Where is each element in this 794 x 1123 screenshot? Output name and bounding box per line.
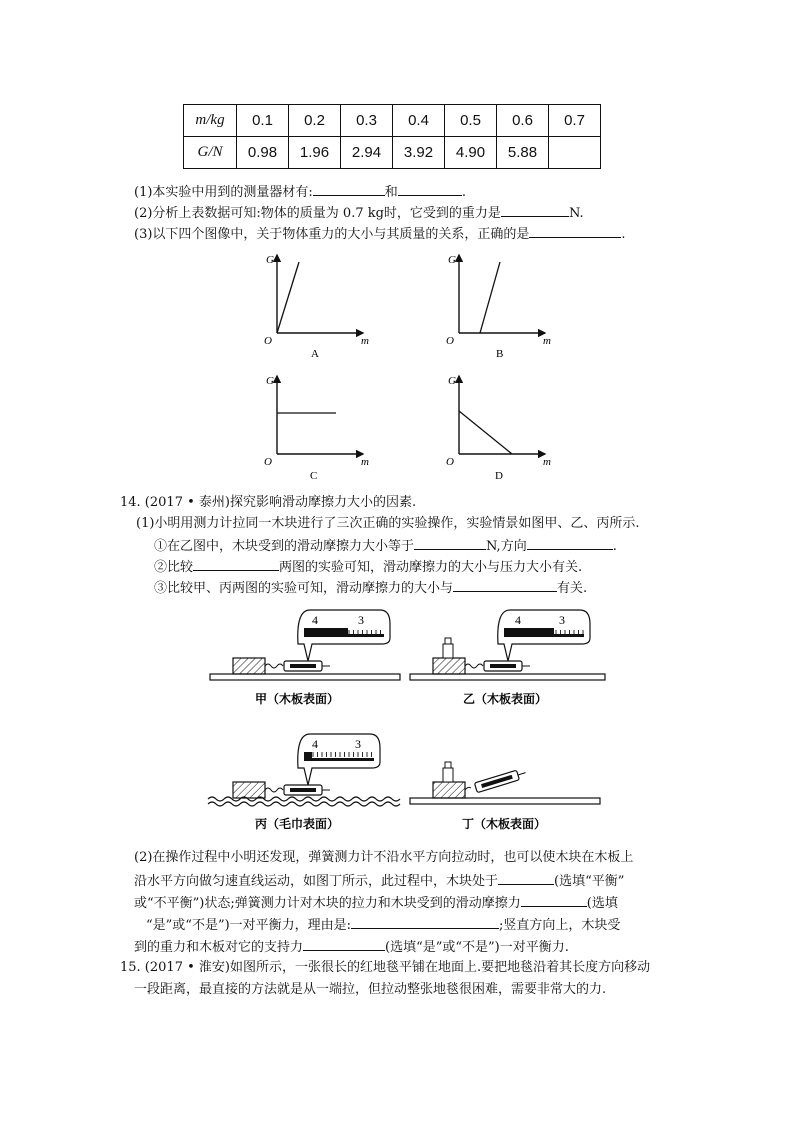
graph-label-a: A [311,348,319,360]
table-cell [549,137,601,169]
answer-blank[interactable] [453,578,557,592]
table-cell: 0.98 [237,137,289,169]
answer-blank[interactable] [498,871,554,885]
q13-part3: (3)以下四个图像中，关于物体重力的大小与其质量的关系，正确的是 . [134,224,626,244]
g-m-graphs [250,245,580,485]
q14-part2-line4: “是”或“不是”)一对平衡力，理由是: ;竖直方向上，木块受 [146,915,620,935]
answer-blank[interactable] [193,557,279,571]
q14-part2-line3: 或“不平衡”)状态;弹簧测力计对木块的拉力和木块受到的滑动摩擦力 (选填 [134,893,618,913]
scale-label-3: 3 [559,613,565,627]
table-cell: 0.6 [497,105,549,137]
graph-b [446,254,551,360]
answer-blank[interactable] [313,182,385,196]
table-row-weight [184,137,601,169]
q13-part1: (1)本实验中用到的测量器材有: 和 . [134,182,466,202]
table-cell: 3.92 [393,137,445,169]
table-cell: 0.2 [289,105,341,137]
q14-part1: (1)小明用测力计拉同一木块进行了三次正确的实验操作，实验情景如图甲、乙、丙所示. [136,516,640,531]
q14-sub2: ②比较 两图的实验可知，滑动摩擦力的大小与压力大小有关. [154,557,582,577]
wood-block [433,782,465,798]
answer-blank[interactable] [303,937,385,951]
wood-block [233,658,265,674]
figure-bing [208,734,400,806]
weight-icon [443,644,453,658]
scale-reading-bar [304,752,312,759]
figure-caption-jia: 甲（木板表面） [255,692,340,706]
origin-label: O [446,335,454,347]
graph-d-line [459,411,512,454]
answer-blank[interactable] [398,182,462,196]
table-header-weight: G/N [184,137,237,169]
graph-d [446,375,551,482]
q14-part2-line2: 沿水平方向做匀速直线运动，如图丁所示，此过程中，木块处于 (选填“平衡” [134,871,624,891]
y-axis-label: G [266,254,274,266]
q15-line2: 一段距离，最直接的方法就是从一端拉，但拉动整张地毯很困难，需要非常大的力. [134,982,607,997]
graph-c [264,375,369,482]
q14-sub1: ①在乙图中，木块受到的滑动摩擦力大小等于 N,方向 . [154,536,617,556]
graph-label-d: D [495,470,503,482]
y-axis-label: G [448,254,456,266]
scale-reading-bar [304,628,348,635]
y-axis-label: G [448,375,456,387]
answer-blank[interactable] [529,224,621,238]
figure-yi [410,610,605,680]
origin-label: O [264,456,272,468]
scale-label-3: 3 [355,737,361,751]
weight-icon [443,768,453,782]
x-axis-label: m [543,456,551,468]
q13-part2: (2)分析上表数据可知:物体的质量为 0.7 kg时，它受到的重力是 N. [134,203,584,223]
answer-blank[interactable] [414,536,486,550]
graph-b-line [480,262,500,333]
x-axis-label: m [361,335,369,347]
mass-weight-table [183,104,601,169]
y-axis-label: G [266,375,274,387]
figure-caption-ding: 丁（木板表面） [462,817,547,831]
answer-blank[interactable] [501,203,569,217]
origin-label: O [446,456,454,468]
figure-caption-bing: 丙（毛巾表面） [255,817,340,831]
answer-blank[interactable] [521,893,587,907]
x-axis-label: m [361,456,369,468]
scale-label-3: 3 [358,613,364,627]
q14-part2-line1: (2)在操作过程中小明还发现，弹簧测力计不沿水平方向拉动时，也可以使木块在木板上 [134,850,634,865]
figure-caption-yi: 乙（木板表面） [463,692,548,706]
wood-block [433,658,465,674]
scale-label-4: 4 [312,737,318,751]
x-axis-label: m [543,335,551,347]
origin-label: O [264,335,272,347]
graph-label-b: B [496,348,504,360]
table-cell: 0.1 [237,105,289,137]
table-cell: 5.88 [497,137,549,169]
q15-line1: 15. (2017 • 淮安)如图所示，一张很长的红地毯平铺在地面上.要把地毯沿着其长度方向移动 [120,960,651,975]
q14-sub3: ③比较甲、丙两图的实验可知，滑动摩擦力的大小与 有关. [154,578,587,598]
table-cell: 0.3 [341,105,393,137]
experiment-figures [200,600,620,840]
graph-a [264,254,369,360]
scale-label-4: 4 [312,613,318,627]
wood-block [233,782,265,798]
q14-title: 14. (2017 • 泰州)探究影响滑动摩擦力大小的因素. [120,495,417,510]
graph-label-c: C [310,470,318,482]
scale-reading-bar [504,628,554,635]
table-cell: 0.5 [445,105,497,137]
table-cell: 2.94 [341,137,393,169]
answer-blank[interactable] [527,536,613,550]
q14-part2-line5: 到的重力和木板对它的支持力 (选填“是”或“不是”)一对平衡力. [134,937,569,957]
table-header-mass: m/kg [184,105,237,137]
table-cell: 0.7 [549,105,601,137]
table-cell: 1.96 [289,137,341,169]
answer-blank[interactable] [351,915,499,929]
table-cell: 4.90 [445,137,497,169]
table-row-mass [184,105,601,137]
graph-a-line [277,262,299,333]
table-cell: 0.4 [393,105,445,137]
figure-jia [210,610,400,680]
scale-label-4: 4 [515,613,521,627]
figure-ding [410,762,600,804]
